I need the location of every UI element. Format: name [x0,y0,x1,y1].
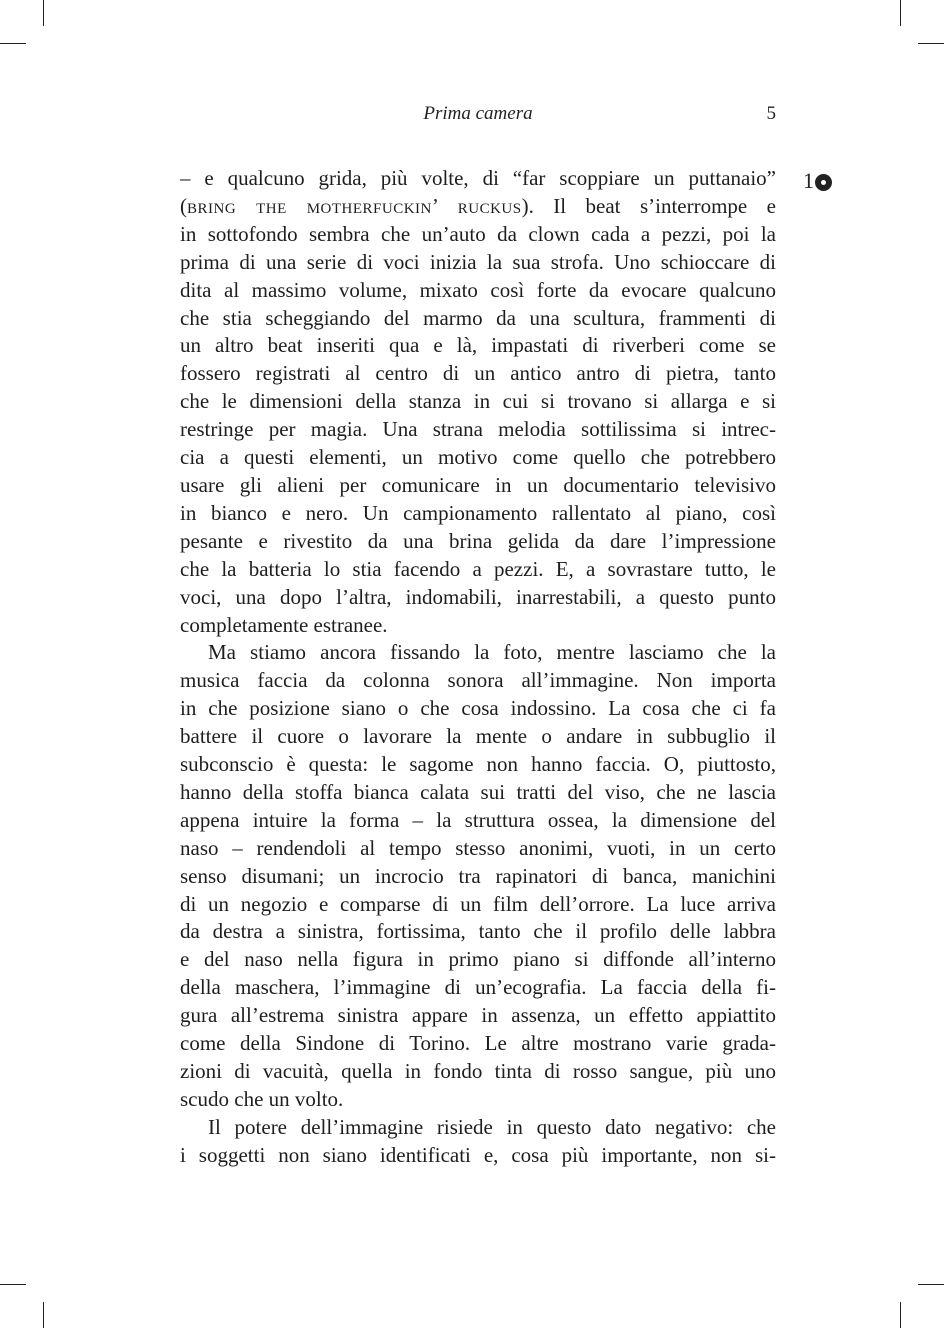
text-line: completamente estranee. [180,612,388,637]
text-line: pesante e rivestito da una brina gelida da dare l’impressione [180,528,776,553]
running-head-title: Prima camera [423,103,533,124]
margin-track-marker [803,168,832,194]
crop-mark [0,43,26,44]
text-line: usare gli alieni per comunicare in un documentario televisivo [180,472,776,497]
text-line: da destra a sinistra, fortissima, tanto che il profilo delle labbra [180,919,776,944]
text-line: gura all’estrema sinistra appare in assenza, un effetto appiattito [180,1003,776,1028]
text-line: in che posizione siano o che cosa indossino. La cosa che ci fa [180,696,776,721]
text-line: zioni di vacuità, quella in fondo tinta di rosso sangue, più uno [180,1059,776,1083]
text-line: i soggetti non siano identificati e, cosa più importante, non si- [180,1142,776,1167]
crop-mark [900,0,901,26]
body-text [180,165,776,1170]
text-line: come della Sindone di Torino. Le altre mostrano varie grada- [180,1031,776,1056]
line-prefix: ( [180,193,187,218]
text-line: di un negozio e comparse di un film dell’orrore. La luce arriva [180,891,776,916]
text-line: dita al massimo volume, mixato così forte da evocare qualcuno [180,277,776,302]
text-line: appena intuire la forma – la struttura ossea, la dimensione del [180,807,776,832]
text-line: che la batteria lo stia facendo a pezzi. E, a sovrastare tutto, le [180,556,776,581]
text-line: voci, una dopo l’altra, indomabili, inarrestabili, a questo punto [180,584,776,609]
text-line: musica faccia da colonna sonora all’immagine. Non importa [180,668,776,693]
text-line: in bianco e nero. Un campionamento rallentato al piano, così [180,500,776,525]
crop-mark [918,43,944,44]
crop-mark [0,1284,26,1285]
song-title-small-caps: bring the motherfuckin’ ruckus [187,193,522,218]
text-line: – e qualcuno grida, più volte, di “far scoppiare un puttanaio” [180,166,776,190]
text-line: che stia scheggiando del marmo da una scultura, frammenti di [180,305,776,330]
crop-mark [43,1302,44,1328]
text-line: Ma stiamo ancora fissando la foto, mentre lasciamo che la [208,640,776,665]
text-line: subconscio è questa: le sagome non hanno faccia. O, piuttosto, [180,752,776,777]
text-line: in sottofondo sembra che un’auto da clown cada a pezzi, poi la [180,221,776,246]
text-line: scudo che un volto. [180,1086,344,1111]
line-suffix: ). Il beat s’interrompe e [521,193,776,218]
text-line: hanno della stoffa bianca calata sui tratti del viso, che ne lascia [180,779,776,804]
text-line: e del naso nella figura in primo piano si diffonde all’interno [180,947,776,972]
crop-mark [918,1284,944,1285]
crop-mark [900,1302,901,1328]
text-line: che le dimensioni della stanza in cui si trovano si allarga e si [180,389,776,414]
crop-mark [43,0,44,26]
text-line [180,193,776,221]
text-line: fossero registrati al centro di un antico antro di pietra, tanto [180,361,776,386]
text-line: Il potere dell’immagine risiede in questo dato negativo: che [208,1114,776,1139]
track-number: 1 [803,168,814,193]
text-line: senso disumani; un incrocio tra rapinatori di banca, manichini [180,863,776,888]
page-number: 5 [766,103,776,124]
text-line: cia a questi elementi, un motivo come quello che potrebbero [180,445,776,470]
text-line: restringe per magia. Una strana melodia sottilissima si intrec- [180,417,776,442]
text-line: un altro beat inseriti qua e là, impastati di riverberi come se [180,333,776,358]
text-line: della maschera, l’immagine di un’ecografia. La faccia della fi- [180,975,776,1000]
text-line: prima di una serie di voci inizia la sua strofa. Uno schioccare di [180,249,776,274]
text-line: naso – rendendoli al tempo stesso anonimi, vuoti, in un certo [180,835,776,860]
text-line: battere il cuore o lavorare la mente o andare in subbuglio il [180,724,776,749]
vinyl-record-icon [815,174,832,191]
